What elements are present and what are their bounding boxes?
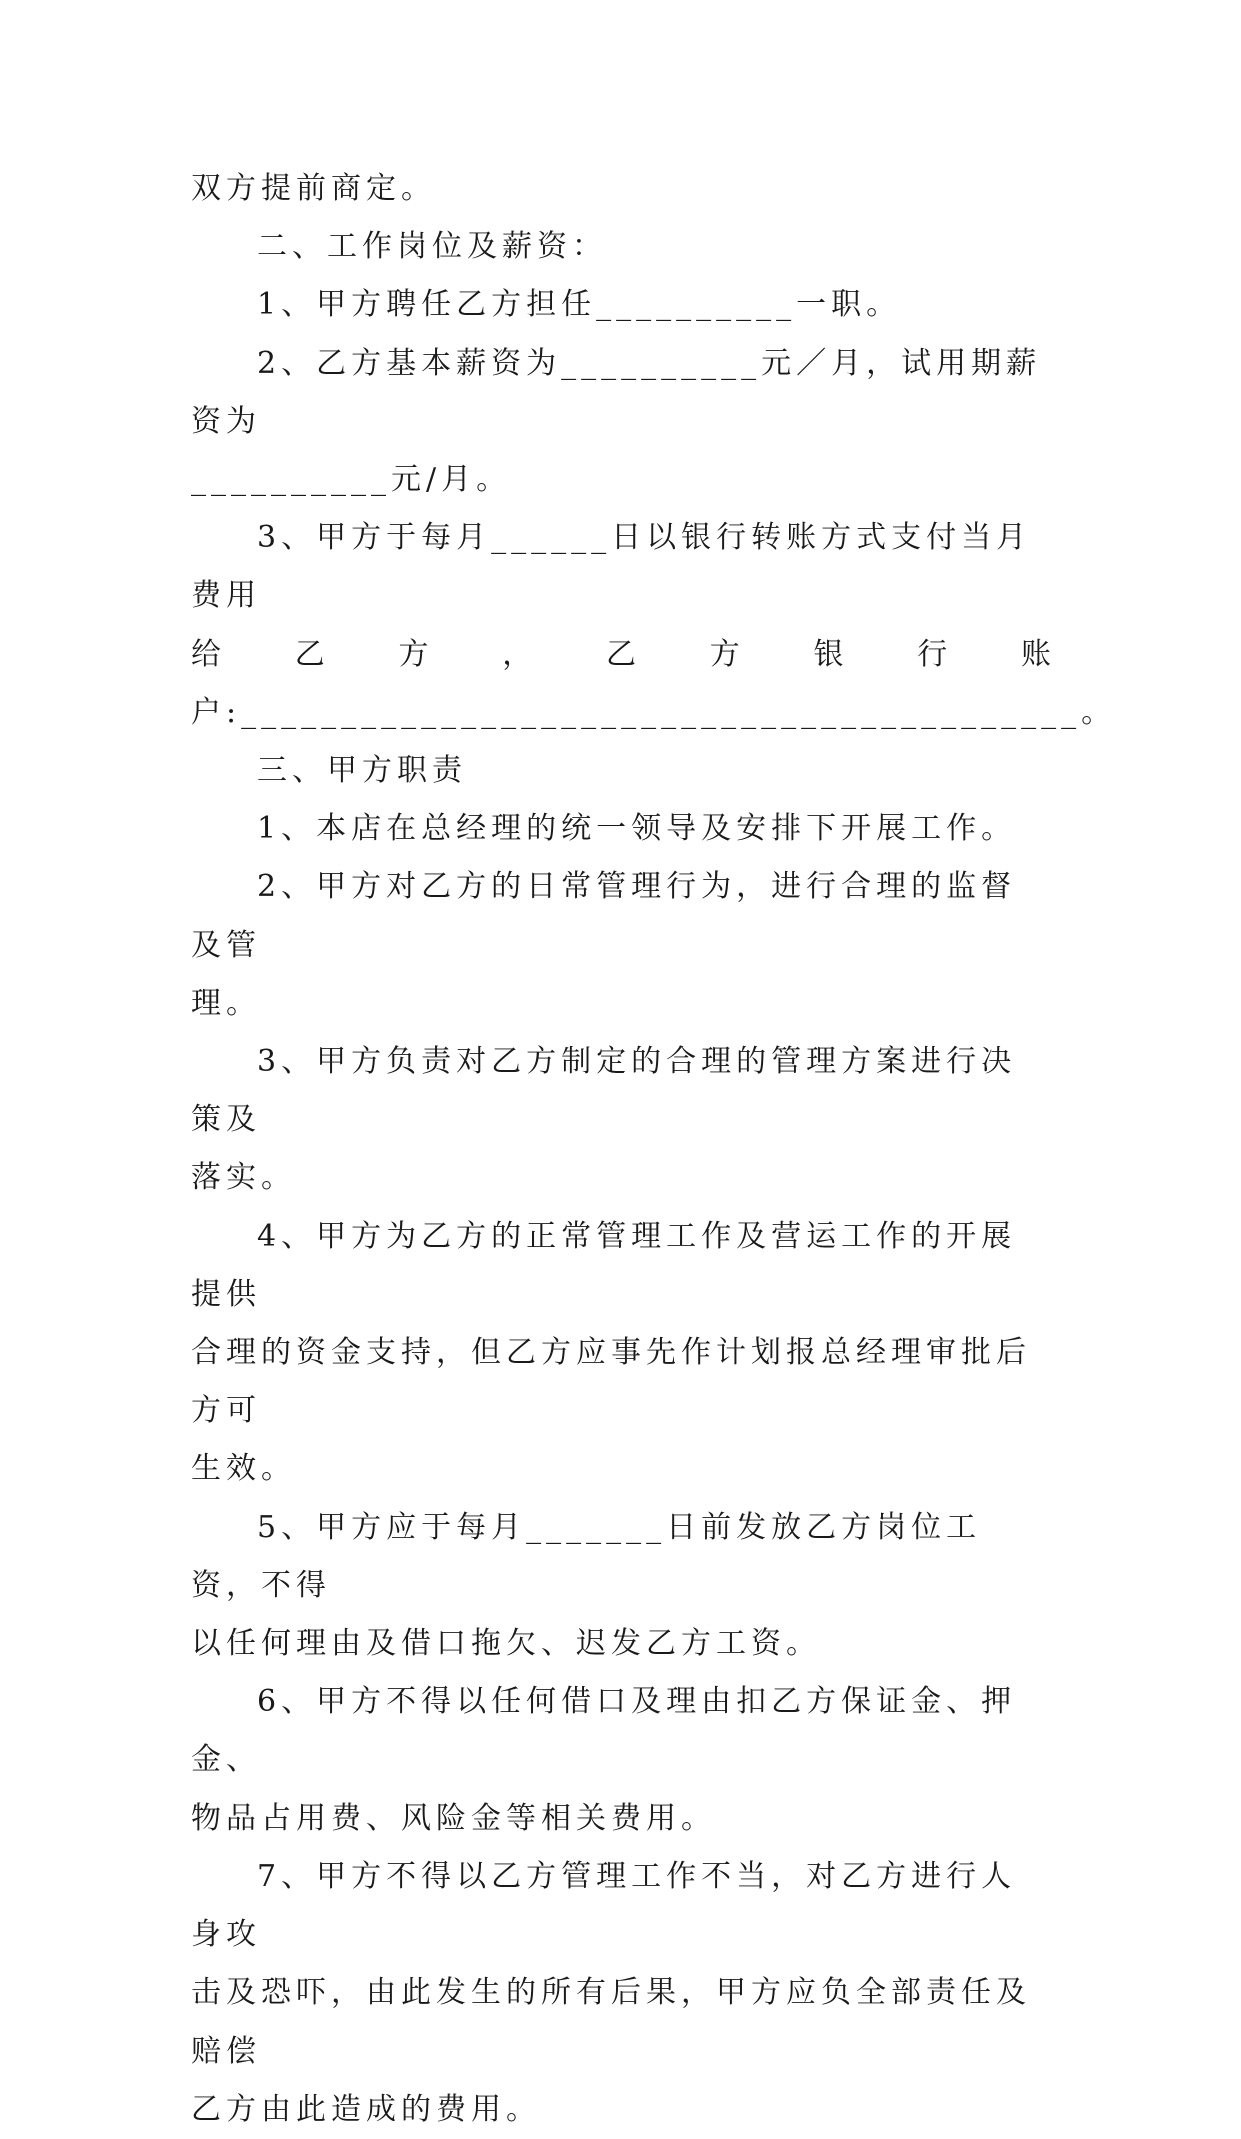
clause-3-7-line2: 击及恐吓，由此发生的所有后果，甲方应负全部责任及赔偿: [191, 1975, 1031, 2069]
clause-3-5-line1: 5、甲方应于每月_______日前发放乙方岗位工资，不得: [191, 1509, 982, 1603]
clause-2-3-line3: 户:__________________________________________。: [191, 694, 1117, 730]
clause-2-3-line1: 3、甲方于每月______日以银行转账方式支付当月费用: [191, 520, 1032, 614]
clause-3-4-line3: 生效。: [191, 1451, 296, 1487]
clause-3-6-line2: 物品占用费、风险金等相关费用。: [191, 1800, 716, 1836]
clause-2-2-line2: __________元/月。: [191, 462, 512, 498]
clause-2-1: 1、甲方聘任乙方担任__________一职。: [257, 287, 902, 323]
clause-3-7-line3: 乙方由此造成的费用。: [191, 2091, 541, 2127]
document-page: [191, 160, 1117, 2139]
clause-2-3-line2: 给 乙 方 ， 乙 方 银 行 账: [191, 636, 1051, 672]
clause-3-2-line2: 理。: [191, 985, 261, 1021]
section-heading-2: 二、工作岗位及薪资：: [257, 229, 607, 265]
clause-3-1: 1、本店在总经理的统一领导及安排下开展工作。: [257, 811, 1017, 847]
clause-3-7-line1: 7、甲方不得以乙方管理工作不当，对乙方进行人身攻: [191, 1858, 1017, 1953]
section-heading-3: 三、甲方职责: [257, 753, 467, 789]
clause-3-4-line2: 合理的资金支持，但乙方应事先作计划报总经理审批后方可: [191, 1335, 1031, 1429]
clause-3-5-line2: 以任何理由及借口拖欠、迟发乙方工资。: [191, 1626, 821, 1662]
clause-3-3-line2: 落实。: [191, 1160, 296, 1196]
clause-3-4-line1: 4、甲方为乙方的正常管理工作及营运工作的开展提供: [191, 1218, 1017, 1312]
paragraph-continuation: 双方提前商定。: [191, 171, 436, 206]
clause-3-3-line1: 3、甲方负责对乙方制定的合理的管理方案进行决策及: [191, 1044, 1017, 1138]
clause-3-2-line1: 2、甲方对乙方的日常管理行为，进行合理的监督及管: [191, 869, 1017, 963]
clause-2-2-line1: 2、乙方基本薪资为__________元／月，试用期薪资为: [191, 345, 1042, 439]
clause-3-6-line1: 6、甲方不得以任何借口及理由扣乙方保证金、押金、: [191, 1684, 1017, 1778]
